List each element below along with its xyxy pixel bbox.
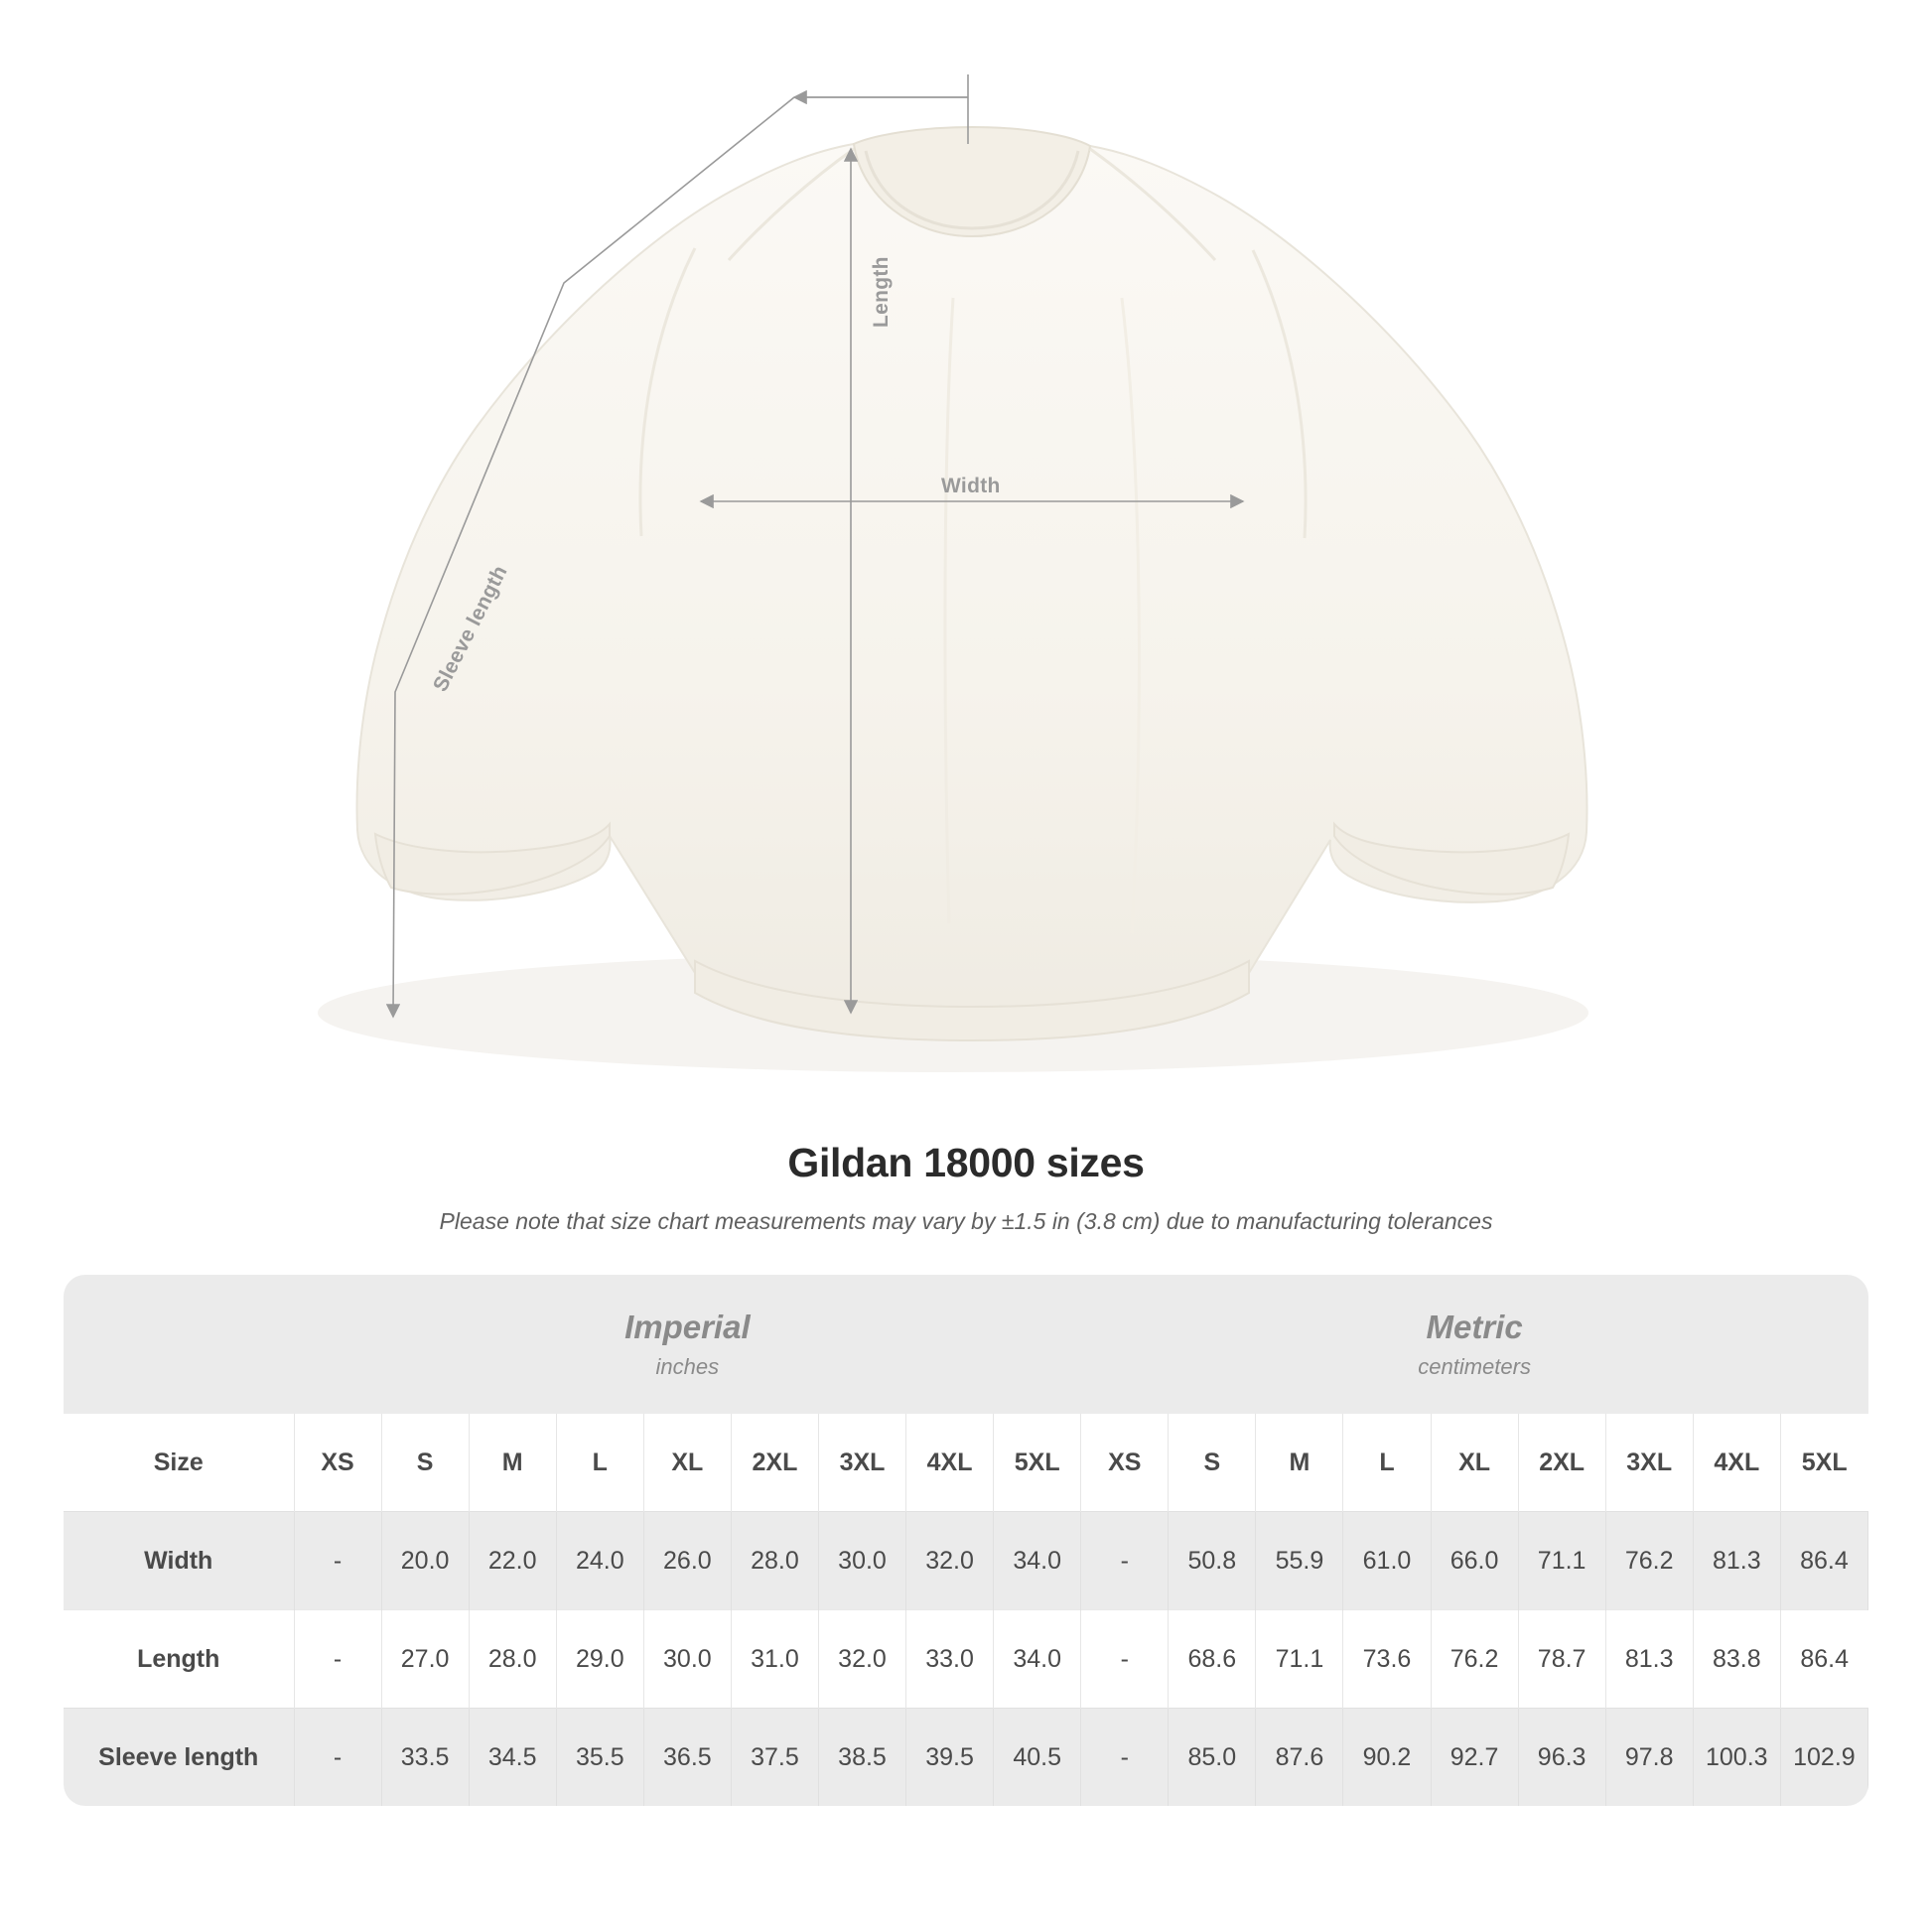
label-sleeve-length: Sleeve length [429,561,512,696]
unit-header-metric [1081,1275,1868,1414]
cell-width-metric-2xl: 71.1 [1518,1512,1605,1610]
size-col-metric-4xl: 4XL [1693,1414,1780,1512]
size-col-metric-s: S [1169,1414,1256,1512]
size-col-imperial-s: S [381,1414,469,1512]
cell-sleeve-metric-4xl: 100.3 [1693,1709,1780,1807]
unit-header-imperial [294,1275,1081,1414]
cell-sleeve-imperial-4xl: 39.5 [906,1709,994,1807]
tolerance-note: Please note that size chart measurements may vary by ±1.5 in (3.8 cm) due to manufacturing tolerances [439,1208,1493,1234]
cell-width-imperial-m: 22.0 [469,1512,556,1610]
cell-length-imperial-3xl: 32.0 [818,1610,905,1709]
table-row [64,1610,1868,1709]
cell-length-metric-2xl: 78.7 [1518,1610,1605,1709]
cell-width-imperial-2xl: 28.0 [731,1512,818,1610]
cell-width-metric-3xl: 76.2 [1605,1512,1693,1610]
cell-length-imperial-xs: - [294,1610,381,1709]
cell-width-metric-m: 55.9 [1256,1512,1343,1610]
row-label-length: Length [64,1610,294,1709]
title-block [0,1140,1932,1235]
cell-length-metric-5xl: 86.4 [1780,1610,1867,1709]
cell-length-imperial-5xl: 34.0 [994,1610,1081,1709]
cell-sleeve-imperial-2xl: 37.5 [731,1709,818,1807]
size-col-imperial-4xl: 4XL [906,1414,994,1512]
size-chart-table-wrapper [64,1275,1868,1806]
size-col-imperial-5xl: 5XL [994,1414,1081,1512]
cell-width-metric-xl: 66.0 [1431,1512,1518,1610]
cell-length-imperial-4xl: 33.0 [906,1610,994,1709]
size-col-imperial-m: M [469,1414,556,1512]
size-col-metric-3xl: 3XL [1605,1414,1693,1512]
size-col-imperial-xs: XS [294,1414,381,1512]
cell-width-imperial-3xl: 30.0 [818,1512,905,1610]
cell-sleeve-imperial-m: 34.5 [469,1709,556,1807]
row-label-width: Width [64,1512,294,1610]
cell-length-metric-3xl: 81.3 [1605,1610,1693,1709]
size-col-imperial-xl: XL [643,1414,731,1512]
cell-width-imperial-xs: - [294,1512,381,1610]
unit-name-metric: Metric [1426,1309,1523,1346]
sweatshirt-shape [357,127,1587,1040]
cell-sleeve-metric-l: 90.2 [1343,1709,1431,1807]
cell-sleeve-imperial-xl: 36.5 [643,1709,731,1807]
cell-sleeve-metric-5xl: 102.9 [1780,1709,1867,1807]
cell-length-imperial-l: 29.0 [556,1610,643,1709]
cell-length-metric-l: 73.6 [1343,1610,1431,1709]
cell-width-imperial-4xl: 32.0 [906,1512,994,1610]
size-col-metric-l: L [1343,1414,1431,1512]
row-label-sleeve-length: Sleeve length [64,1709,294,1807]
unit-header-row [64,1275,1868,1414]
cell-width-metric-5xl: 86.4 [1780,1512,1867,1610]
cell-length-imperial-xl: 30.0 [643,1610,731,1709]
cell-sleeve-imperial-s: 33.5 [381,1709,469,1807]
cell-sleeve-imperial-xs: - [294,1709,381,1807]
cell-width-metric-4xl: 81.3 [1693,1512,1780,1610]
cell-length-imperial-2xl: 31.0 [731,1610,818,1709]
cell-width-imperial-5xl: 34.0 [994,1512,1081,1610]
cell-length-metric-s: 68.6 [1169,1610,1256,1709]
cell-sleeve-metric-m: 87.6 [1256,1709,1343,1807]
size-col-metric-2xl: 2XL [1518,1414,1605,1512]
cell-sleeve-metric-xs: - [1081,1709,1169,1807]
cell-sleeve-imperial-5xl: 40.5 [994,1709,1081,1807]
size-chart-table [64,1275,1868,1806]
size-col-metric-m: M [1256,1414,1343,1512]
cell-width-imperial-s: 20.0 [381,1512,469,1610]
unit-sub-imperial: inches [655,1353,720,1379]
cell-sleeve-metric-s: 85.0 [1169,1709,1256,1807]
cell-length-imperial-s: 27.0 [381,1610,469,1709]
cell-sleeve-imperial-l: 35.5 [556,1709,643,1807]
unit-name-imperial: Imperial [624,1309,751,1346]
cell-width-metric-s: 50.8 [1169,1512,1256,1610]
cell-width-metric-l: 61.0 [1343,1512,1431,1610]
size-col-imperial-3xl: 3XL [818,1414,905,1512]
cell-length-imperial-m: 28.0 [469,1610,556,1709]
size-col-metric-xl: XL [1431,1414,1518,1512]
cell-width-imperial-xl: 26.0 [643,1512,731,1610]
unit-header-spacer [64,1275,294,1414]
cell-length-metric-xl: 76.2 [1431,1610,1518,1709]
cell-length-metric-4xl: 83.8 [1693,1610,1780,1709]
size-header-row [64,1414,1868,1512]
label-width: Width [941,475,1001,497]
table-row [64,1512,1868,1610]
size-col-metric-xs: XS [1081,1414,1169,1512]
cell-length-metric-m: 71.1 [1256,1610,1343,1709]
cell-sleeve-metric-xl: 92.7 [1431,1709,1518,1807]
cell-width-imperial-l: 24.0 [556,1512,643,1610]
cell-sleeve-metric-2xl: 96.3 [1518,1709,1605,1807]
page-title: Gildan 18000 sizes [787,1140,1145,1185]
cell-length-metric-xs: - [1081,1610,1169,1709]
cell-sleeve-imperial-3xl: 38.5 [818,1709,905,1807]
size-col-metric-5xl: 5XL [1780,1414,1867,1512]
unit-sub-metric: centimeters [1418,1353,1531,1379]
size-col-imperial-2xl: 2XL [731,1414,818,1512]
size-header-label: Size [64,1414,294,1512]
cell-width-metric-xs: - [1081,1512,1169,1610]
label-length: Length [870,256,893,328]
cell-sleeve-metric-3xl: 97.8 [1605,1709,1693,1807]
size-col-imperial-l: L [556,1414,643,1512]
table-row [64,1709,1868,1807]
